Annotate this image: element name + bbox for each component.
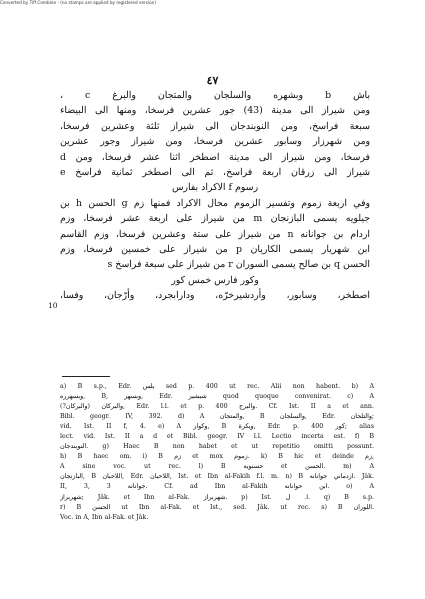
footnote-line: شهربراز; Jâk. et Ibn al-Fak. شهربراز. p) Ist. ا. ل. q) B s.p. [60,493,374,501]
text-line: الحسن q بن صالح يسمى السوران r من شيراز على سبعة فراسخ s [107,259,370,271]
arabic-main-text [60,88,370,303]
text-line: سبعة فراسخ، ومن النوبندجان الى شيراز ثلثة وعشرين فرسخا، [60,120,370,132]
margin-line-number: 10 [48,301,58,310]
text-line: ومن شهرزار وسابور عشرين فرسخا، ومن شيراز وجور عشرين [60,136,370,148]
footnote-line: Voc. in A, Ibn al-Fak. et Jâk. [60,513,149,521]
text-line: جيلويه يسمى البازنجان m من شيراز على اربعة عشر فرسخا، وزم [60,213,370,225]
converter-banner: Converted by Tiff Combine - (no stamps are applied by registered version) [0,0,156,5]
footnote-line: r) B الحسن ut Ibn al-Fak. et Ist., sed. Jâk. ut rec. s) B اللوران. [60,503,374,511]
footnote-divider [62,376,110,377]
footnote-line: II, 3, 3 جوانانه. Cf. ad Ibn al-Fakih ابن حوانانه. o) A [60,483,374,491]
text-line: وفي اربعة زموم وتفسير الزموم محال الاكراد فمنها زم g الحسن h بن [60,197,370,209]
footnote-line: Bibl. geogr. IV, 392. d) A والمتجان, B والسلجان, Edr. والتلجان; [60,413,374,421]
text-line: اردام بن جوانانه n من شيراز على ستة وعشرين فرسخا، وزم القاسم [60,228,370,240]
footnote-line: النوبندجان. g) Haec B non habet et ut repetitio omitti possunt. [60,443,374,451]
footnote-line: البازنجان, B اللاحبان, Edr. اللاحبان, Ist. et Ibn al-Fakih f.l. m. n) B ازدماني جوانانه. Jâk. [60,473,374,481]
footnote-line: lect. vid. Ist. II a d et Bibl. geogr. IV l.l. Lectio incerta est. f) B [60,433,374,441]
text-line: باش b وبشهره والسلجان والمتجان والبرغ c ، [60,90,370,101]
text-line: شيراز الى زرقان اربعة فراسخ، ثم الى اصطخر ثمانية فراسخ e [60,166,370,178]
footnote-line: وبسهرره, B, وبسهر, Edr. شبشير quod quoque convenirat. c) A [60,393,374,401]
section-heading: وكور فارس خمس كور [171,274,259,286]
text-line: فرسخا، ومن شيراز الى مدينة اصطخر اثنا عشر فرسخا، ومن d [60,151,370,163]
text-line: اصطخر، وسابور، وأردشيرخرّه، ودارابجرد، وأرّجان، وفسا، [60,290,370,302]
footnote-line: والبركان (والبركان?), Edr. l.l. et p. 400 والبرج. Cf. Ist. II a et ann. [60,403,374,411]
footnotes-apparatus [60,382,374,523]
footnote-line: a) B s.p., Edr. بلس sed p. 400 ut rec. Alii non habent. b) A [60,383,374,390]
page-number: ٤٧ [206,74,219,87]
text-line: ابن شهريار يسمى الكاريان p من شيراز على خمسين فرسخا، وزم [60,243,370,255]
footnote-line: A sine voc. ut rec. l) B حسنويه et الحسن. m) A [60,463,374,471]
text-line: ومن شيراز الى مدينة (43) جور عشرين فرسخا، ومنها الى البيضاء [60,105,370,117]
footnote-line: vid. Ist. II f, 4. e) A وكوار, B ويكرة, Edr. p. 400 كور; alias [60,423,374,431]
section-heading: رسوم f الاكراد بفارس [171,182,258,194]
footnote-line: h) B haec om. i) B زم et mox زموم. k) B hic et deinde زم, [60,453,374,461]
